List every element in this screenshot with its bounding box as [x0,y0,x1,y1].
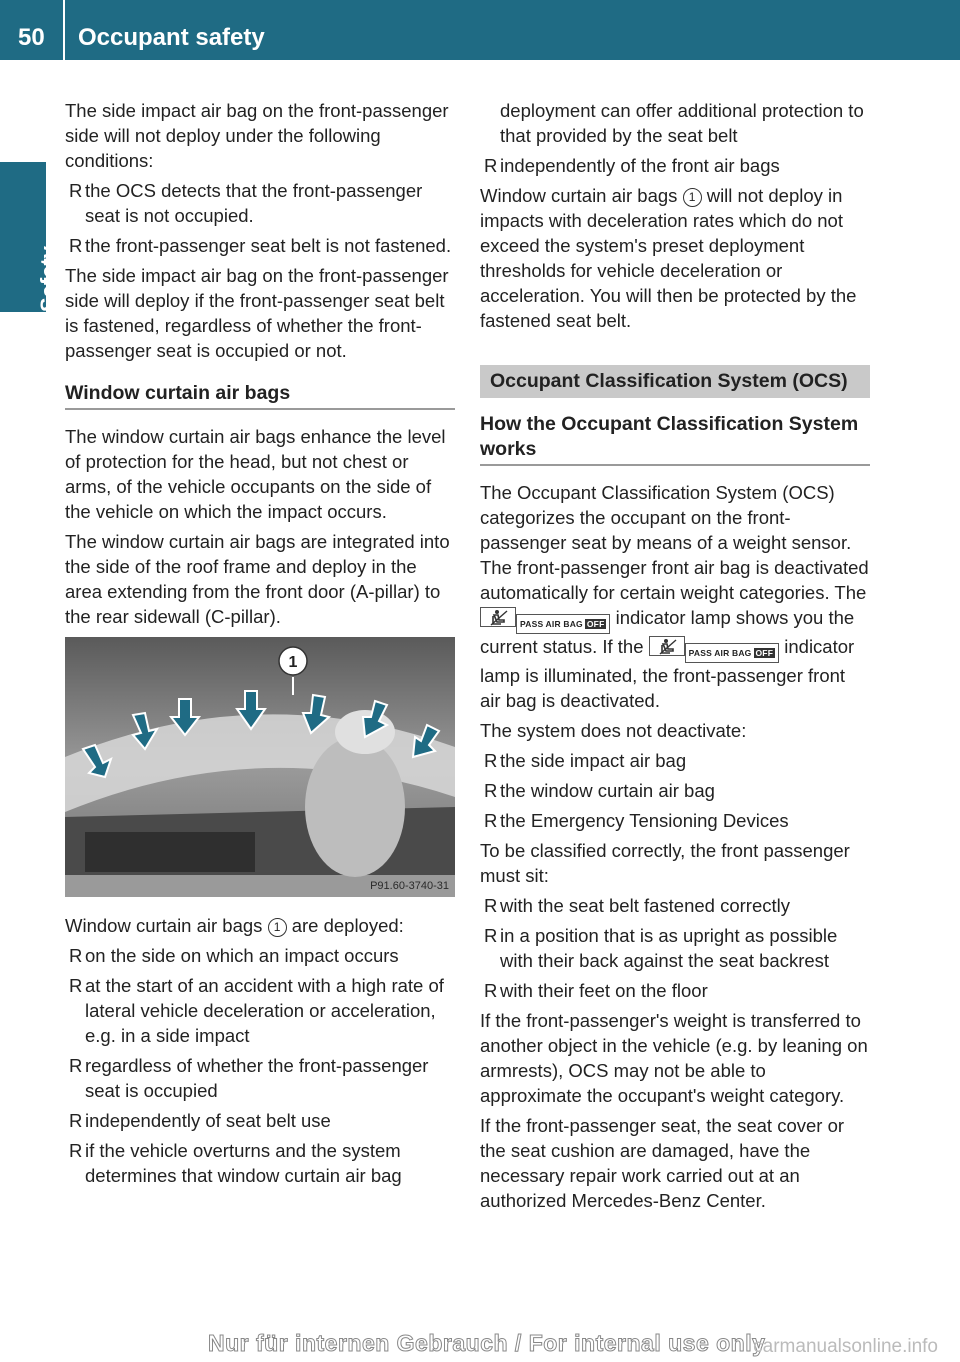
section-heading-window-curtain: Window curtain air bags [65,381,455,410]
section-tab-label: Safety [36,245,61,312]
list-item: R the front-passenger seat belt is not fastened. [69,235,452,256]
left-column [65,98,455,1193]
paragraph: The side impact air bag on the front-passenger side will deploy if the front-passenger seat belt is fastened, regardless of whether the front-passenger seat is occupied or not. [65,265,449,361]
right-column [480,98,870,1218]
section-tab[interactable] [0,162,61,312]
bullet-icon: R [484,810,498,831]
list-item: R if the vehicle overturns and the system determines that window curtain air bag [69,1140,402,1186]
bullet-icon: R [69,235,83,256]
list-item-continuation: deployment can offer additional protection to that provided by the seat belt [500,100,864,146]
list-item: R in a position that is as upright as possible with their back against the seat backrest [484,925,838,971]
paragraph: The window curtain air bags enhance the level of protection for the head, but not chest or arms, of the vehicle occupants on the side of the vehicle on which the impact occurs. [65,426,446,522]
page-number: 50 [18,24,45,51]
list-item: R the window curtain air bag [484,780,715,801]
paragraph: The side impact air bag on the front-passenger side will not deploy under the following conditions: [65,100,449,171]
list-item: R with their feet on the floor [484,980,708,1001]
seat-person-strike-icon [480,607,516,627]
callout-number-icon: 1 [683,188,702,207]
page-title: Occupant safety [78,24,265,51]
seat-person-strike-icon [649,636,685,656]
paragraph: The window curtain air bags are integrated into the side of the roof frame and deploy in the area extending from the front door (A-pillar) to the rear sidewall (C-pillar). [65,531,450,627]
bullet-icon: R [69,180,83,201]
list-item: R the side impact air bag [484,750,687,771]
callout-number-icon: 1 [268,918,287,937]
paragraph: The Occupant Classification System (OCS) categorizes the occupant on the front-passenger seat by means of a weight sensor. The front-passenger front air bag is deactivated automatically for certain weight categories. The PASS AIR BAG OFF indicator lamp shows you the current status. If the PASS AIR BAG OFF indicator lamp is illuminated, the front-passenger front air bag is deactivated. [480,482,869,711]
figure-caption: Window curtain air bags 1 are deployed: [65,915,404,936]
bullet-icon: R [484,155,498,176]
paragraph: The system does not deactivate: [480,720,747,741]
paragraph: To be classified correctly, the front passenger must sit: [480,840,850,886]
list-item: R independently of seat belt use [69,1110,331,1131]
header-divider [63,0,65,60]
pass-airbag-off-lamp-icon: PASS AIR BAG OFF [685,643,779,663]
paragraph: If the front-passenger's weight is transferred to another object in the vehicle (e.g. by leaning on armrests), OCS may not be able to approximate the occupant's weight category. [480,1010,868,1106]
bullet-icon: R [484,780,498,801]
page-header [0,0,960,60]
paragraph: If the front-passenger seat, the seat cover or the seat cushion are damaged, have the necessary repair work carried out at an authorized Mercedes-Benz Center. [480,1115,845,1211]
watermark: carmanualsonline.info [753,1336,938,1357]
bullet-icon: R [484,980,498,1001]
pass-airbag-off-lamp-icon: PASS AIR BAG OFF [516,614,610,634]
bullet-icon: R [69,945,83,966]
list-item: R independently of the front air bags [484,155,780,176]
bullet-icon: R [69,1110,83,1131]
list-item: R the Emergency Tensioning Devices [484,810,789,831]
list-item: R at the start of an accident with a high rate of lateral vehicle deceleration or acceleration, e.g. in a side impact [69,975,444,1046]
list-item: R the OCS detects that the front-passenger seat is not occupied. [69,180,423,226]
window-curtain-airbag-figure [65,637,455,897]
bullet-icon: R [484,925,498,946]
internal-use-footer: Nur für internen Gebrauch / For internal use only [208,1330,766,1356]
section-heading-how-ocs-works: How the Occupant Classification System works [480,412,870,466]
bullet-icon: R [69,1140,83,1161]
list-item: R regardless of whether the front-passenger seat is occupied [69,1055,429,1101]
paragraph: Window curtain air bags 1 will not deploy in impacts with deceleration rates which do not exceed the system's preset deployment thresholds for vehicle deceleration or acceleration. You will then be protected by the fastened seat belt. [480,185,857,331]
section-heading-ocs: Occupant Classification System (OCS) [480,365,870,398]
list-item: R with the seat belt fastened correctly [484,895,790,916]
bullet-icon: R [69,975,83,996]
bullet-icon: R [69,1055,83,1076]
bullet-icon: R [484,895,498,916]
figure-code: P91.60-3740-31 [370,880,449,892]
vehicle-interior-illustration [65,637,455,897]
list-item: R on the side on which an impact occurs [69,945,399,966]
callout-marker-label: 1 [288,654,298,671]
bullet-icon: R [484,750,498,771]
